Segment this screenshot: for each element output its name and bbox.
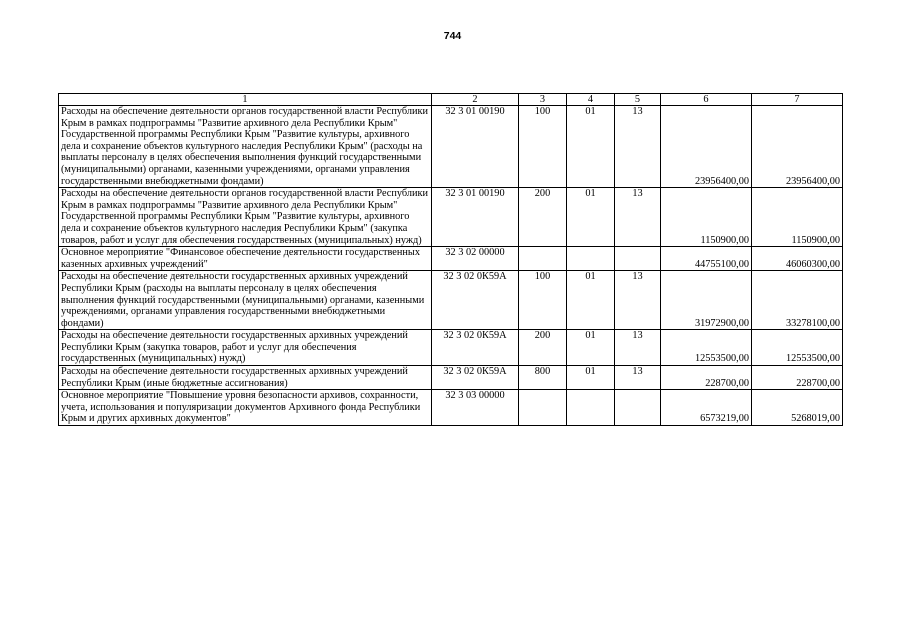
row-section: 01 (567, 188, 615, 247)
row-section: 01 (567, 271, 615, 330)
row-subsection: 13 (615, 330, 661, 366)
row-amount-year-2: 1150900,00 (752, 188, 843, 247)
row-target-article: 32 3 02 00000 (432, 247, 519, 271)
row-description: Расходы на обеспечение деятельности государственных архивных учреждений Республики Крым (расходы на выплаты персоналу в целях обеспечения выполнения функций государственными (муниципальными) органами, казенными учреждениями, органами управления государственными внебюджетными фондами) (59, 271, 432, 330)
row-amount-year-2: 46060300,00 (752, 247, 843, 271)
header-cell-4: 4 (567, 94, 615, 106)
row-amount-year-2: 228700,00 (752, 366, 843, 390)
row-description: Расходы на обеспечение деятельности государственных архивных учреждений Республики Крым (иные бюджетные ассигнования) (59, 366, 432, 390)
row-amount-year-1: 23956400,00 (661, 106, 752, 188)
row-target-article: 32 3 02 0К59А (432, 366, 519, 390)
row-section: 01 (567, 106, 615, 188)
row-subsection: 13 (615, 106, 661, 188)
row-section (567, 247, 615, 271)
row-amount-year-1: 6573219,00 (661, 390, 752, 426)
row-subsection (615, 390, 661, 426)
row-description: Расходы на обеспечение деятельности государственных архивных учреждений Республики Крым (закупка товаров, работ и услуг для обеспечения государственных (муниципальных) нужд) (59, 330, 432, 366)
row-description: Основное мероприятие "Финансовое обеспечение деятельности государственных казенных архивных учреждений" (59, 247, 432, 271)
row-expense-type: 200 (519, 330, 567, 366)
table-row (59, 106, 843, 188)
header-cell-3: 3 (519, 94, 567, 106)
row-section: 01 (567, 330, 615, 366)
row-subsection: 13 (615, 188, 661, 247)
row-target-article: 32 3 02 0К59А (432, 330, 519, 366)
table-row (59, 330, 843, 366)
row-target-article: 32 3 03 00000 (432, 390, 519, 426)
row-target-article: 32 3 02 0К59А (432, 271, 519, 330)
row-amount-year-2: 12553500,00 (752, 330, 843, 366)
row-expense-type: 100 (519, 106, 567, 188)
row-expense-type (519, 247, 567, 271)
table-row (59, 390, 843, 426)
row-subsection (615, 247, 661, 271)
row-amount-year-2: 23956400,00 (752, 106, 843, 188)
row-target-article: 32 3 01 00190 (432, 188, 519, 247)
row-expense-type: 100 (519, 271, 567, 330)
header-cell-2: 2 (432, 94, 519, 106)
row-expense-type (519, 390, 567, 426)
row-expense-type: 800 (519, 366, 567, 390)
table-row (59, 366, 843, 390)
table-row (59, 188, 843, 247)
row-target-article: 32 3 01 00190 (432, 106, 519, 188)
row-description: Основное мероприятие "Повышение уровня безопасности архивов, сохранности, учета, использования и популяризации документов Архивного фонда Республики Крым и других архивных документов" (59, 390, 432, 426)
header-cell-6: 6 (661, 94, 752, 106)
row-description: Расходы на обеспечение деятельности органов государственной власти Республики Крым в рамках подпрограммы "Развитие архивного дела Республики Крым" Государственной программы Республики Крым "Развитие культуры, архивного дела и сохранение объектов культурного наследия Республики Крым" (закупка товаров, работ и услуг для обеспечения государственных (муниципальных) нужд) (59, 188, 432, 247)
header-cell-1: 1 (59, 94, 432, 106)
header-cell-7: 7 (752, 94, 843, 106)
table-header-row (59, 94, 843, 106)
table-row (59, 247, 843, 271)
page-number: 744 (443, 30, 462, 42)
row-description: Расходы на обеспечение деятельности органов государственной власти Республики Крым в рамках подпрограммы "Развитие архивного дела Республики Крым" Государственной программы Республики Крым "Развитие культуры, архивного дела и сохранение объектов культурного наследия Республики Крым" (расходы на выплаты персоналу в целях обеспечения выполнения функций государственными (муниципальными) органами, казенными учреждениями, органами управления государственными внебюджетными фондами) (59, 106, 432, 188)
table-row (59, 271, 843, 330)
budget-table (58, 93, 843, 426)
row-amount-year-2: 33278100,00 (752, 271, 843, 330)
row-amount-year-1: 1150900,00 (661, 188, 752, 247)
row-subsection: 13 (615, 366, 661, 390)
row-amount-year-1: 31972900,00 (661, 271, 752, 330)
row-amount-year-1: 44755100,00 (661, 247, 752, 271)
row-amount-year-1: 228700,00 (661, 366, 752, 390)
row-amount-year-1: 12553500,00 (661, 330, 752, 366)
row-section (567, 390, 615, 426)
row-expense-type: 200 (519, 188, 567, 247)
row-amount-year-2: 5268019,00 (752, 390, 843, 426)
header-cell-5: 5 (615, 94, 661, 106)
row-section: 01 (567, 366, 615, 390)
row-subsection: 13 (615, 271, 661, 330)
